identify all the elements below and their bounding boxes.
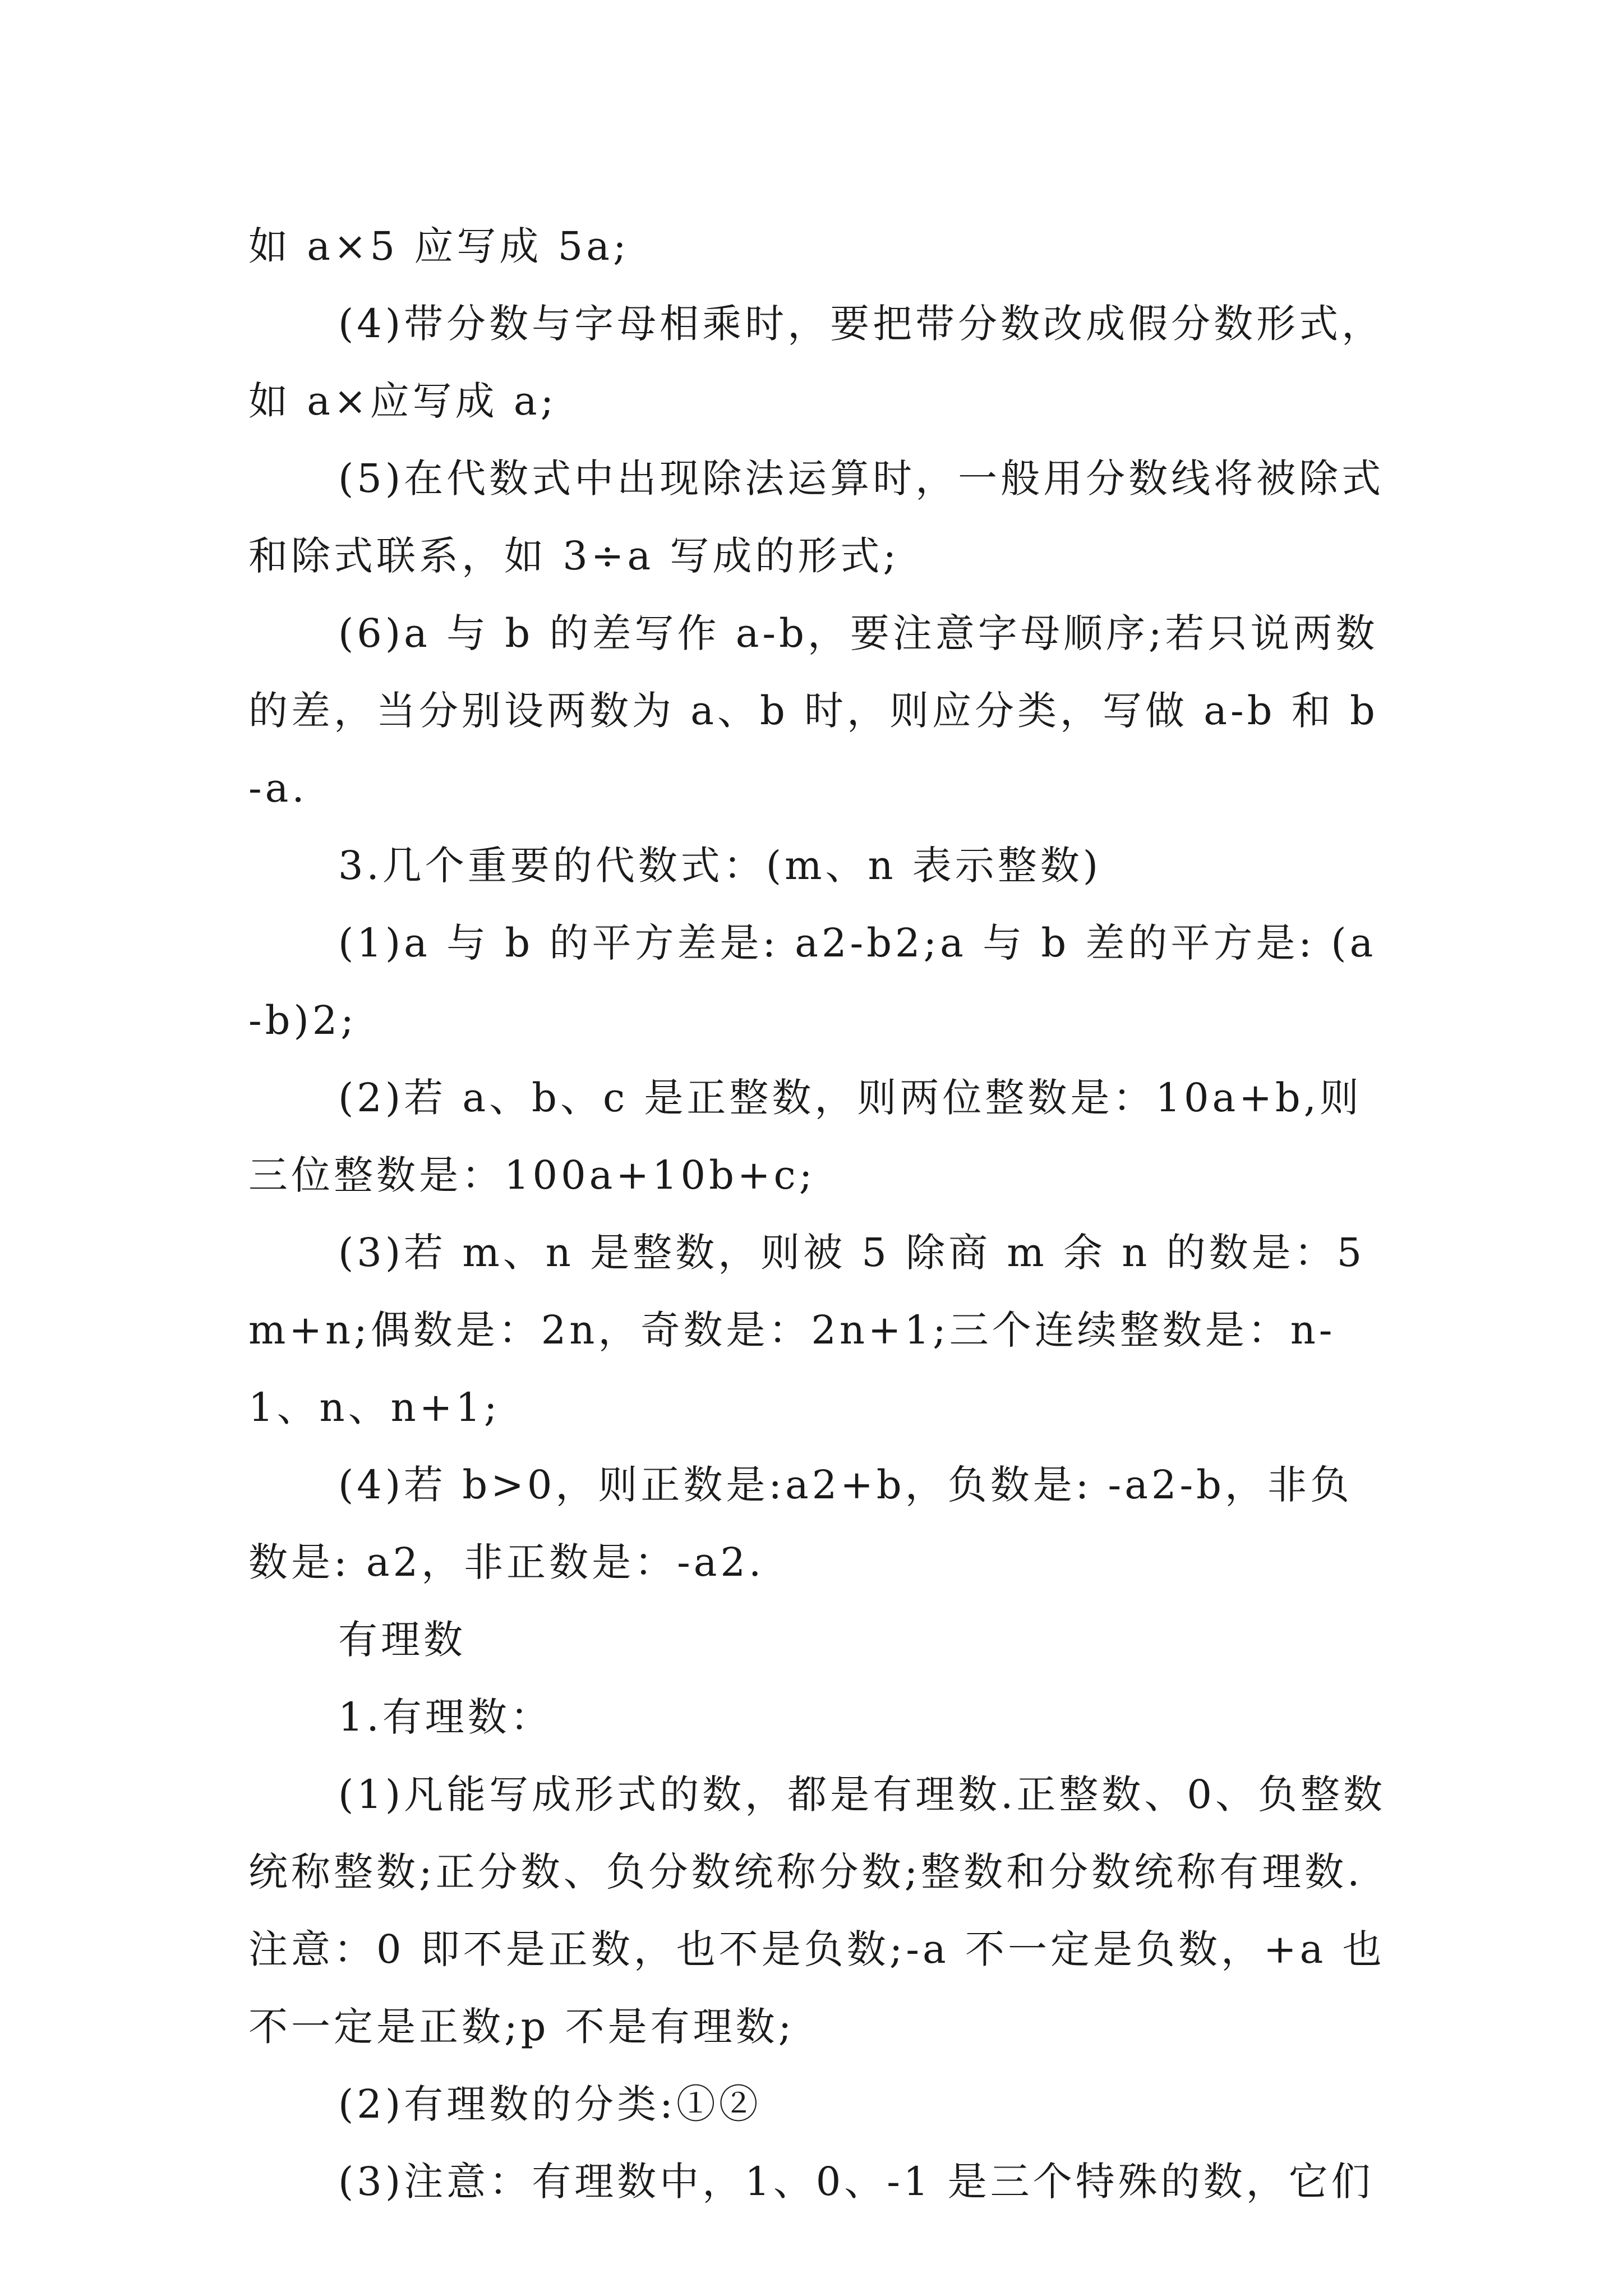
paragraph-6: (1)a 与 b 的平方差是: a2-b2;a 与 b 差的平方是: (a-b)2; — [248, 920, 1377, 1043]
paragraph-12: (1)凡能写成形式的数，都是有理数.正整数、0、负整数统称整数;正分数、负分数统称分数;整数和分数统称有理数.注意：0 即不是正数，也不是负数;-a 不一定是负数，+a 也不一定是正数;p 不是有理数; — [248, 1772, 1386, 2050]
document-body — [248, 208, 1387, 2220]
paragraph-3: (5)在代数式中出现除法运算时，一般用分数线将被除式和除式联系，如 3÷a 写成的形式; — [248, 455, 1385, 579]
paragraph-14: (3)注意：有理数中，1、0、-1 是三个特殊的数，它们 — [338, 2159, 1374, 2205]
paragraph-9: (4)若 b>0，则正数是:a2+b，负数是: -a2-b，非负数是: a2，非正数是：-a2. — [248, 1462, 1353, 1585]
paragraph-5: 3.几个重要的代数式：(m、n 表示整数) — [338, 843, 1102, 889]
paragraph-8: (3)若 m、n 是整数，则被 5 除商 m 余 n 的数是：5m+n;偶数是：2n，奇数是：2n+1;三个连续整数是：n-1、n、n+1; — [248, 1230, 1366, 1430]
paragraph-2: (4)带分数与字母相乘时，要把带分数改成假分数形式，如 a×应写成 a; — [248, 301, 1385, 424]
paragraph-4: (6)a 与 b 的差写作 a-b，要注意字母顺序;若只说两数的差，当分别设两数为 a、b 时，则应分类，写做 a-b 和 b-a. — [248, 610, 1378, 811]
paragraph-7: (2)若 a、b、c 是正整数，则两位整数是：10a+b,则三位整数是：100a+10b+c; — [248, 1075, 1362, 1198]
paragraph-1: 如 a×5 应写成 5a; — [248, 223, 630, 269]
paragraph-13: (2)有理数的分类:①② — [338, 2081, 762, 2127]
section-heading: 有理数 — [338, 1617, 466, 1663]
paragraph-11: 1.有理数： — [338, 1694, 553, 1740]
